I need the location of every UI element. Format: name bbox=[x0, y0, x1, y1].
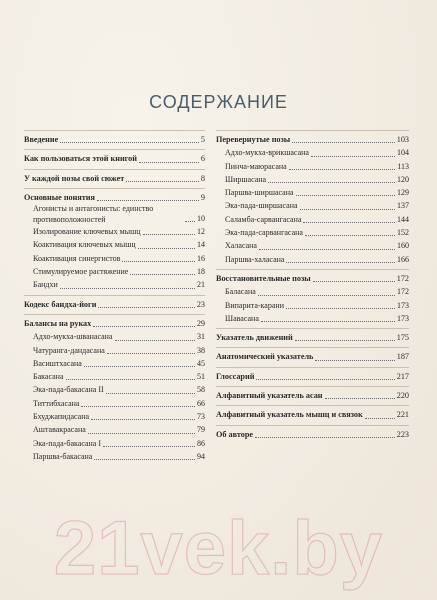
toc-section-entry[interactable] bbox=[24, 152, 205, 165]
toc-page-number: 104 bbox=[397, 148, 409, 158]
toc-subentry[interactable] bbox=[24, 383, 205, 396]
toc-entry-label: Как пользоваться этой книгой bbox=[24, 154, 137, 164]
toc-entry-label: Чатуранга-дандасана bbox=[33, 345, 105, 355]
toc-leader-dots bbox=[81, 406, 195, 407]
toc-section-entry[interactable] bbox=[216, 408, 409, 421]
toc-subentry[interactable] bbox=[216, 146, 409, 159]
toc-separator bbox=[24, 130, 205, 131]
toc-leader-dots bbox=[66, 379, 196, 380]
toc-entry-label: Аштавакрасана bbox=[33, 425, 86, 435]
toc-page-number: 172 bbox=[396, 273, 409, 283]
toc-entry-label: Випарита-карани bbox=[225, 300, 284, 310]
toc-subentry[interactable] bbox=[24, 265, 205, 278]
toc-page-number: 58 bbox=[197, 385, 205, 395]
toc-section-entry[interactable] bbox=[24, 172, 205, 185]
toc-leader-dots bbox=[305, 235, 395, 236]
toc-page-number: 5 bbox=[200, 135, 205, 144]
toc-leader-dots bbox=[365, 418, 395, 419]
toc-separator bbox=[24, 149, 205, 150]
toc-section-entry[interactable] bbox=[24, 298, 205, 311]
toc-leader-dots bbox=[268, 182, 395, 183]
toc-leader-dots bbox=[115, 340, 195, 341]
toc-subentry[interactable] bbox=[216, 285, 409, 298]
toc-leader-dots bbox=[106, 393, 195, 394]
toc-page-number: 129 bbox=[397, 188, 409, 198]
toc-page-number: 217 bbox=[396, 371, 409, 381]
toc-page-number: 21 bbox=[197, 280, 205, 290]
toc-section-entry[interactable] bbox=[24, 133, 205, 146]
toc-leader-dots bbox=[103, 446, 195, 447]
toc-subentry[interactable] bbox=[24, 450, 205, 463]
toc-section-entry[interactable] bbox=[216, 133, 409, 146]
toc-leader-dots bbox=[91, 419, 195, 420]
toc-separator bbox=[216, 269, 409, 270]
toc-page-number: 113 bbox=[397, 161, 409, 171]
toc-section-entry[interactable] bbox=[216, 272, 409, 285]
toc-entry-label: Восстановительные позы bbox=[216, 273, 311, 283]
toc-subentry[interactable] bbox=[24, 397, 205, 410]
toc-page-number: 51 bbox=[197, 372, 205, 382]
toc-entry-label: Анатомический указатель bbox=[216, 352, 314, 362]
toc-leader-dots bbox=[261, 321, 395, 322]
toc-entry-label: Титтибхасана bbox=[33, 398, 80, 408]
toc-leader-dots bbox=[138, 248, 195, 249]
toc-subentry[interactable] bbox=[24, 357, 205, 370]
toc-page-number: 160 bbox=[397, 241, 409, 251]
toc-leader-dots bbox=[130, 274, 195, 275]
toc-entry-label: Адхо-мукха-врикшасана bbox=[225, 148, 309, 158]
toc-leader-dots bbox=[325, 398, 395, 399]
toc-separator bbox=[216, 425, 409, 426]
toc-subentry[interactable] bbox=[216, 299, 409, 312]
toc-leader-dots bbox=[93, 326, 195, 327]
toc-leader-dots bbox=[185, 221, 195, 222]
toc-page-number: 16 bbox=[197, 253, 205, 263]
toc-entry-label: Ширшасана bbox=[225, 174, 267, 184]
toc-subentry[interactable] bbox=[216, 173, 409, 186]
toc-page-number: 8 bbox=[200, 173, 205, 183]
toc-leader-dots bbox=[303, 222, 395, 223]
toc-page-number: 103 bbox=[396, 135, 409, 144]
toc-entry-label: Бандхи bbox=[33, 280, 58, 290]
toc-subentry[interactable] bbox=[216, 160, 409, 173]
toc-page-number: 18 bbox=[197, 267, 205, 277]
toc-section-entry[interactable] bbox=[24, 191, 205, 204]
toc-leader-dots bbox=[94, 459, 195, 460]
page-title: СОДЕРЖАНИЕ bbox=[149, 92, 288, 112]
toc-entry-label: Перевернутые позы bbox=[216, 135, 291, 144]
toc-subentry[interactable] bbox=[24, 370, 205, 383]
toc-subentry[interactable] bbox=[216, 213, 409, 226]
toc-page-number: 38 bbox=[197, 345, 205, 355]
toc-subentry[interactable] bbox=[24, 437, 205, 450]
toc-page-number: 9 bbox=[200, 192, 205, 202]
toc-entry-label: Адхо-мукха-шванасана bbox=[33, 332, 113, 342]
toc-leader-dots bbox=[122, 261, 195, 262]
toc-leader-dots bbox=[313, 281, 395, 282]
toc-page-number: 223 bbox=[396, 429, 409, 439]
toc-section-entry[interactable] bbox=[216, 331, 409, 344]
toc-leader-dots bbox=[60, 142, 199, 143]
toc-leader-dots bbox=[286, 308, 395, 309]
toc-section-entry[interactable] bbox=[216, 428, 409, 441]
toc-section-entry[interactable] bbox=[216, 370, 409, 383]
toc-subentry[interactable] bbox=[216, 312, 409, 325]
toc-separator bbox=[216, 130, 409, 131]
toc-separator bbox=[216, 328, 409, 329]
toc-separator bbox=[216, 386, 409, 387]
toc-page-number: 173 bbox=[397, 313, 409, 323]
toc-section-entry[interactable] bbox=[24, 317, 205, 330]
toc-separator bbox=[216, 347, 409, 348]
toc-leader-dots bbox=[296, 195, 395, 196]
toc-entry-label: Халасана bbox=[225, 241, 257, 251]
toc-page-number: 94 bbox=[197, 451, 205, 461]
toc-entry-label: Стимулируемое растяжение bbox=[33, 267, 129, 277]
toc-entry-label: Паршва-ширшасана bbox=[225, 188, 294, 198]
toc-entry-label: Балансы на руках bbox=[24, 318, 92, 328]
toc-entry-label: Бхуджапидасана bbox=[33, 412, 90, 422]
toc-leader-dots bbox=[60, 288, 195, 289]
toc-subentry[interactable] bbox=[24, 330, 205, 343]
toc-column-right bbox=[216, 127, 409, 441]
toc-leader-dots bbox=[311, 156, 395, 157]
toc-page-number: 137 bbox=[397, 201, 409, 211]
toc-page-number: 31 bbox=[197, 332, 205, 342]
toc-page-number: 166 bbox=[397, 254, 409, 264]
toc-entry-label: Баласана bbox=[225, 287, 256, 297]
toc-entry-label: Агонисты и антагонисты: единство противоположностей bbox=[33, 204, 154, 224]
toc-entry-label: Алфавитный указатель мышц и связок bbox=[216, 410, 363, 420]
toc-entry-label: Эка-пада-сарвангасана bbox=[225, 228, 303, 238]
toc-subentry[interactable] bbox=[24, 225, 205, 238]
toc-page-number: 175 bbox=[396, 333, 409, 343]
toc-separator bbox=[216, 367, 409, 368]
toc-entry-label: Эка-пада-бакасана II bbox=[33, 385, 104, 395]
toc-subentry[interactable] bbox=[216, 253, 409, 266]
toc-separator bbox=[24, 314, 205, 315]
toc-entry-label: Шавасана bbox=[225, 313, 259, 323]
toc-entry-label: Коактивация синергистов bbox=[33, 253, 121, 263]
watermark-logo: 21vek.by bbox=[53, 506, 384, 591]
toc-separator bbox=[24, 169, 205, 170]
toc-entry-label: Саламба-сарвангасана bbox=[225, 214, 302, 224]
toc-subentry[interactable] bbox=[24, 238, 205, 251]
toc-entry-label: Коактивация ключевых мышц bbox=[33, 240, 136, 250]
toc-subentry[interactable] bbox=[24, 344, 205, 357]
toc-leader-dots bbox=[315, 360, 394, 361]
toc-subentry[interactable] bbox=[24, 278, 205, 291]
toc-entry-label: Основные понятия bbox=[24, 192, 95, 202]
toc-subentry[interactable] bbox=[216, 226, 409, 239]
toc-leader-dots bbox=[255, 437, 395, 438]
toc-leader-dots bbox=[143, 234, 195, 235]
toc-page-number: 172 bbox=[397, 287, 409, 297]
toc-entry-label: Изолирование ключевых мышц bbox=[33, 227, 141, 237]
toc-entry-label: Бакасана bbox=[33, 372, 64, 382]
toc-page-number: 79 bbox=[197, 425, 205, 435]
toc-section-entry[interactable] bbox=[216, 389, 409, 402]
toc-subentry[interactable] bbox=[24, 252, 205, 265]
toc-subentry[interactable] bbox=[24, 204, 205, 225]
toc-entry-label: Кодекс бандха-йоги bbox=[24, 299, 97, 309]
toc-separator bbox=[216, 405, 409, 406]
toc-leader-dots bbox=[286, 262, 395, 263]
toc-page-number: 10 bbox=[197, 213, 205, 223]
toc-leader-dots bbox=[295, 340, 395, 341]
toc-page-number: 29 bbox=[196, 318, 205, 328]
toc-page-number: 152 bbox=[397, 228, 409, 238]
toc-leader-dots bbox=[292, 142, 395, 143]
toc-page-number: 66 bbox=[197, 398, 205, 408]
toc-entry-label: Паршва-бакасана bbox=[33, 451, 93, 461]
toc-page-number: 12 bbox=[197, 227, 205, 237]
toc-leader-dots bbox=[126, 181, 199, 182]
toc-leader-dots bbox=[98, 307, 194, 308]
toc-leader-dots bbox=[84, 366, 195, 367]
toc-entry-label: Эка-пада-ширшасана bbox=[225, 201, 298, 211]
toc-leader-dots bbox=[289, 169, 396, 170]
toc-page-number: 120 bbox=[397, 174, 409, 184]
toc-subentry[interactable] bbox=[216, 239, 409, 252]
toc-page-number: 173 bbox=[397, 300, 409, 310]
toc-entry-label: Васиштхасана bbox=[33, 358, 82, 368]
toc-entry-label: У каждой позы свой сюжет bbox=[24, 173, 125, 183]
toc-subentry[interactable] bbox=[24, 423, 205, 436]
toc-subentry[interactable] bbox=[216, 186, 409, 199]
toc-entry-label: Указатель движений bbox=[216, 333, 293, 343]
toc-entry-label: Эка-пада-бакасана I bbox=[33, 438, 102, 448]
toc-page-number: 73 bbox=[197, 412, 205, 422]
toc-leader-dots bbox=[258, 295, 395, 296]
toc-leader-dots bbox=[256, 379, 394, 380]
toc-subentry[interactable] bbox=[24, 410, 205, 423]
toc-entry-label: Введение bbox=[24, 135, 59, 144]
toc-entry-label: Глоссарий bbox=[216, 371, 255, 381]
toc-leader-dots bbox=[88, 433, 195, 434]
toc-entry-label: Паршва-халасана bbox=[225, 254, 285, 264]
toc-entry-label: Пинча-маюрасана bbox=[225, 161, 287, 171]
toc-section-entry[interactable] bbox=[216, 350, 409, 363]
toc-leader-dots bbox=[97, 200, 199, 201]
toc-page-number: 187 bbox=[396, 352, 409, 362]
toc-separator bbox=[24, 188, 205, 189]
toc-subentry[interactable] bbox=[216, 199, 409, 212]
toc-page-number: 220 bbox=[396, 391, 409, 401]
toc-leader-dots bbox=[259, 249, 395, 250]
toc-page-number: 6 bbox=[200, 154, 205, 164]
toc-page-number: 144 bbox=[397, 214, 409, 224]
toc-separator bbox=[24, 295, 205, 296]
toc-page-number: 23 bbox=[196, 299, 205, 309]
toc-entry-label: Об авторе bbox=[216, 429, 254, 439]
toc-page-number: 221 bbox=[396, 410, 409, 420]
toc-page-number: 45 bbox=[197, 358, 205, 368]
toc-column-left bbox=[24, 127, 205, 463]
toc-page-number: 14 bbox=[197, 240, 205, 250]
toc-leader-dots bbox=[139, 162, 199, 163]
toc-leader-dots bbox=[107, 353, 195, 354]
toc-leader-dots bbox=[300, 209, 395, 210]
toc-page-number: 86 bbox=[197, 438, 205, 448]
toc-entry-label: Алфавитный указатель асан bbox=[216, 391, 323, 401]
